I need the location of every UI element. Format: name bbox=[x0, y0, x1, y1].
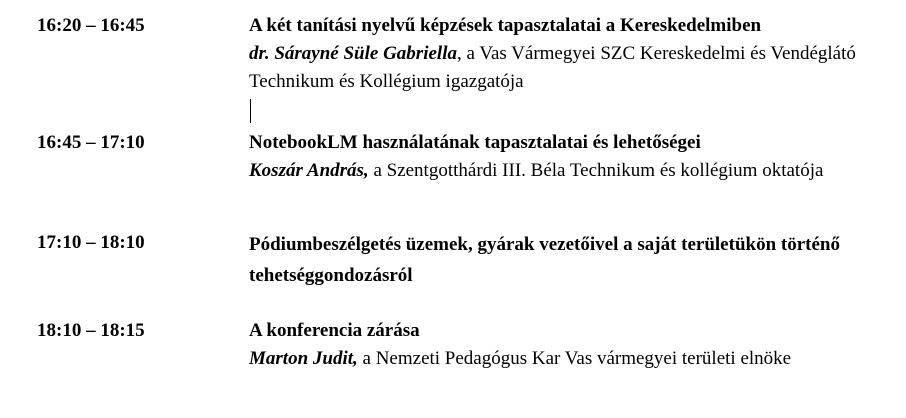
agenda-content bbox=[249, 129, 869, 185]
speaker-role: a Szentgotthárdi III. Béla Technikum és kollégium oktatója bbox=[368, 160, 824, 181]
agenda-content bbox=[249, 12, 869, 96]
agenda-speaker bbox=[249, 157, 869, 185]
agenda-content bbox=[249, 229, 869, 291]
agenda-content bbox=[249, 317, 869, 373]
agenda-title: A két tanítási nyelvű képzések tapasztalatai a Kereskedelmiben bbox=[249, 15, 762, 36]
agenda-time: 16:20 – 16:45 bbox=[37, 15, 145, 36]
agenda-speaker bbox=[249, 40, 869, 96]
agenda-time: 16:45 – 17:10 bbox=[37, 132, 145, 153]
agenda-title: NotebookLM használatának tapasztalatai és lehetőségei bbox=[249, 132, 701, 153]
agenda-title: Pódiumbeszélgetés üzemek, gyárak vezetőivel a saját területükön történő tehetséggondozásról bbox=[249, 234, 840, 286]
agenda-time: 18:10 – 18:15 bbox=[37, 320, 145, 341]
speaker-name: Marton Judit, bbox=[249, 348, 358, 369]
speaker-name: Koszár András, bbox=[249, 160, 369, 181]
agenda-title: A konferencia zárása bbox=[249, 320, 420, 341]
text-cursor bbox=[250, 99, 251, 123]
speaker-role: , a Vas Vármegyei SZC Kereskedelmi és Vendéglátó Technikum és Kollégium igazgatója bbox=[249, 43, 856, 92]
agenda-speaker bbox=[249, 345, 869, 373]
agenda-time: 17:10 – 18:10 bbox=[37, 232, 145, 253]
speaker-role: a Nemzeti Pedagógus Kar Vas vármegyei területi elnöke bbox=[357, 348, 792, 369]
speaker-name: dr. Sárayné Süle Gabriella bbox=[249, 43, 457, 64]
